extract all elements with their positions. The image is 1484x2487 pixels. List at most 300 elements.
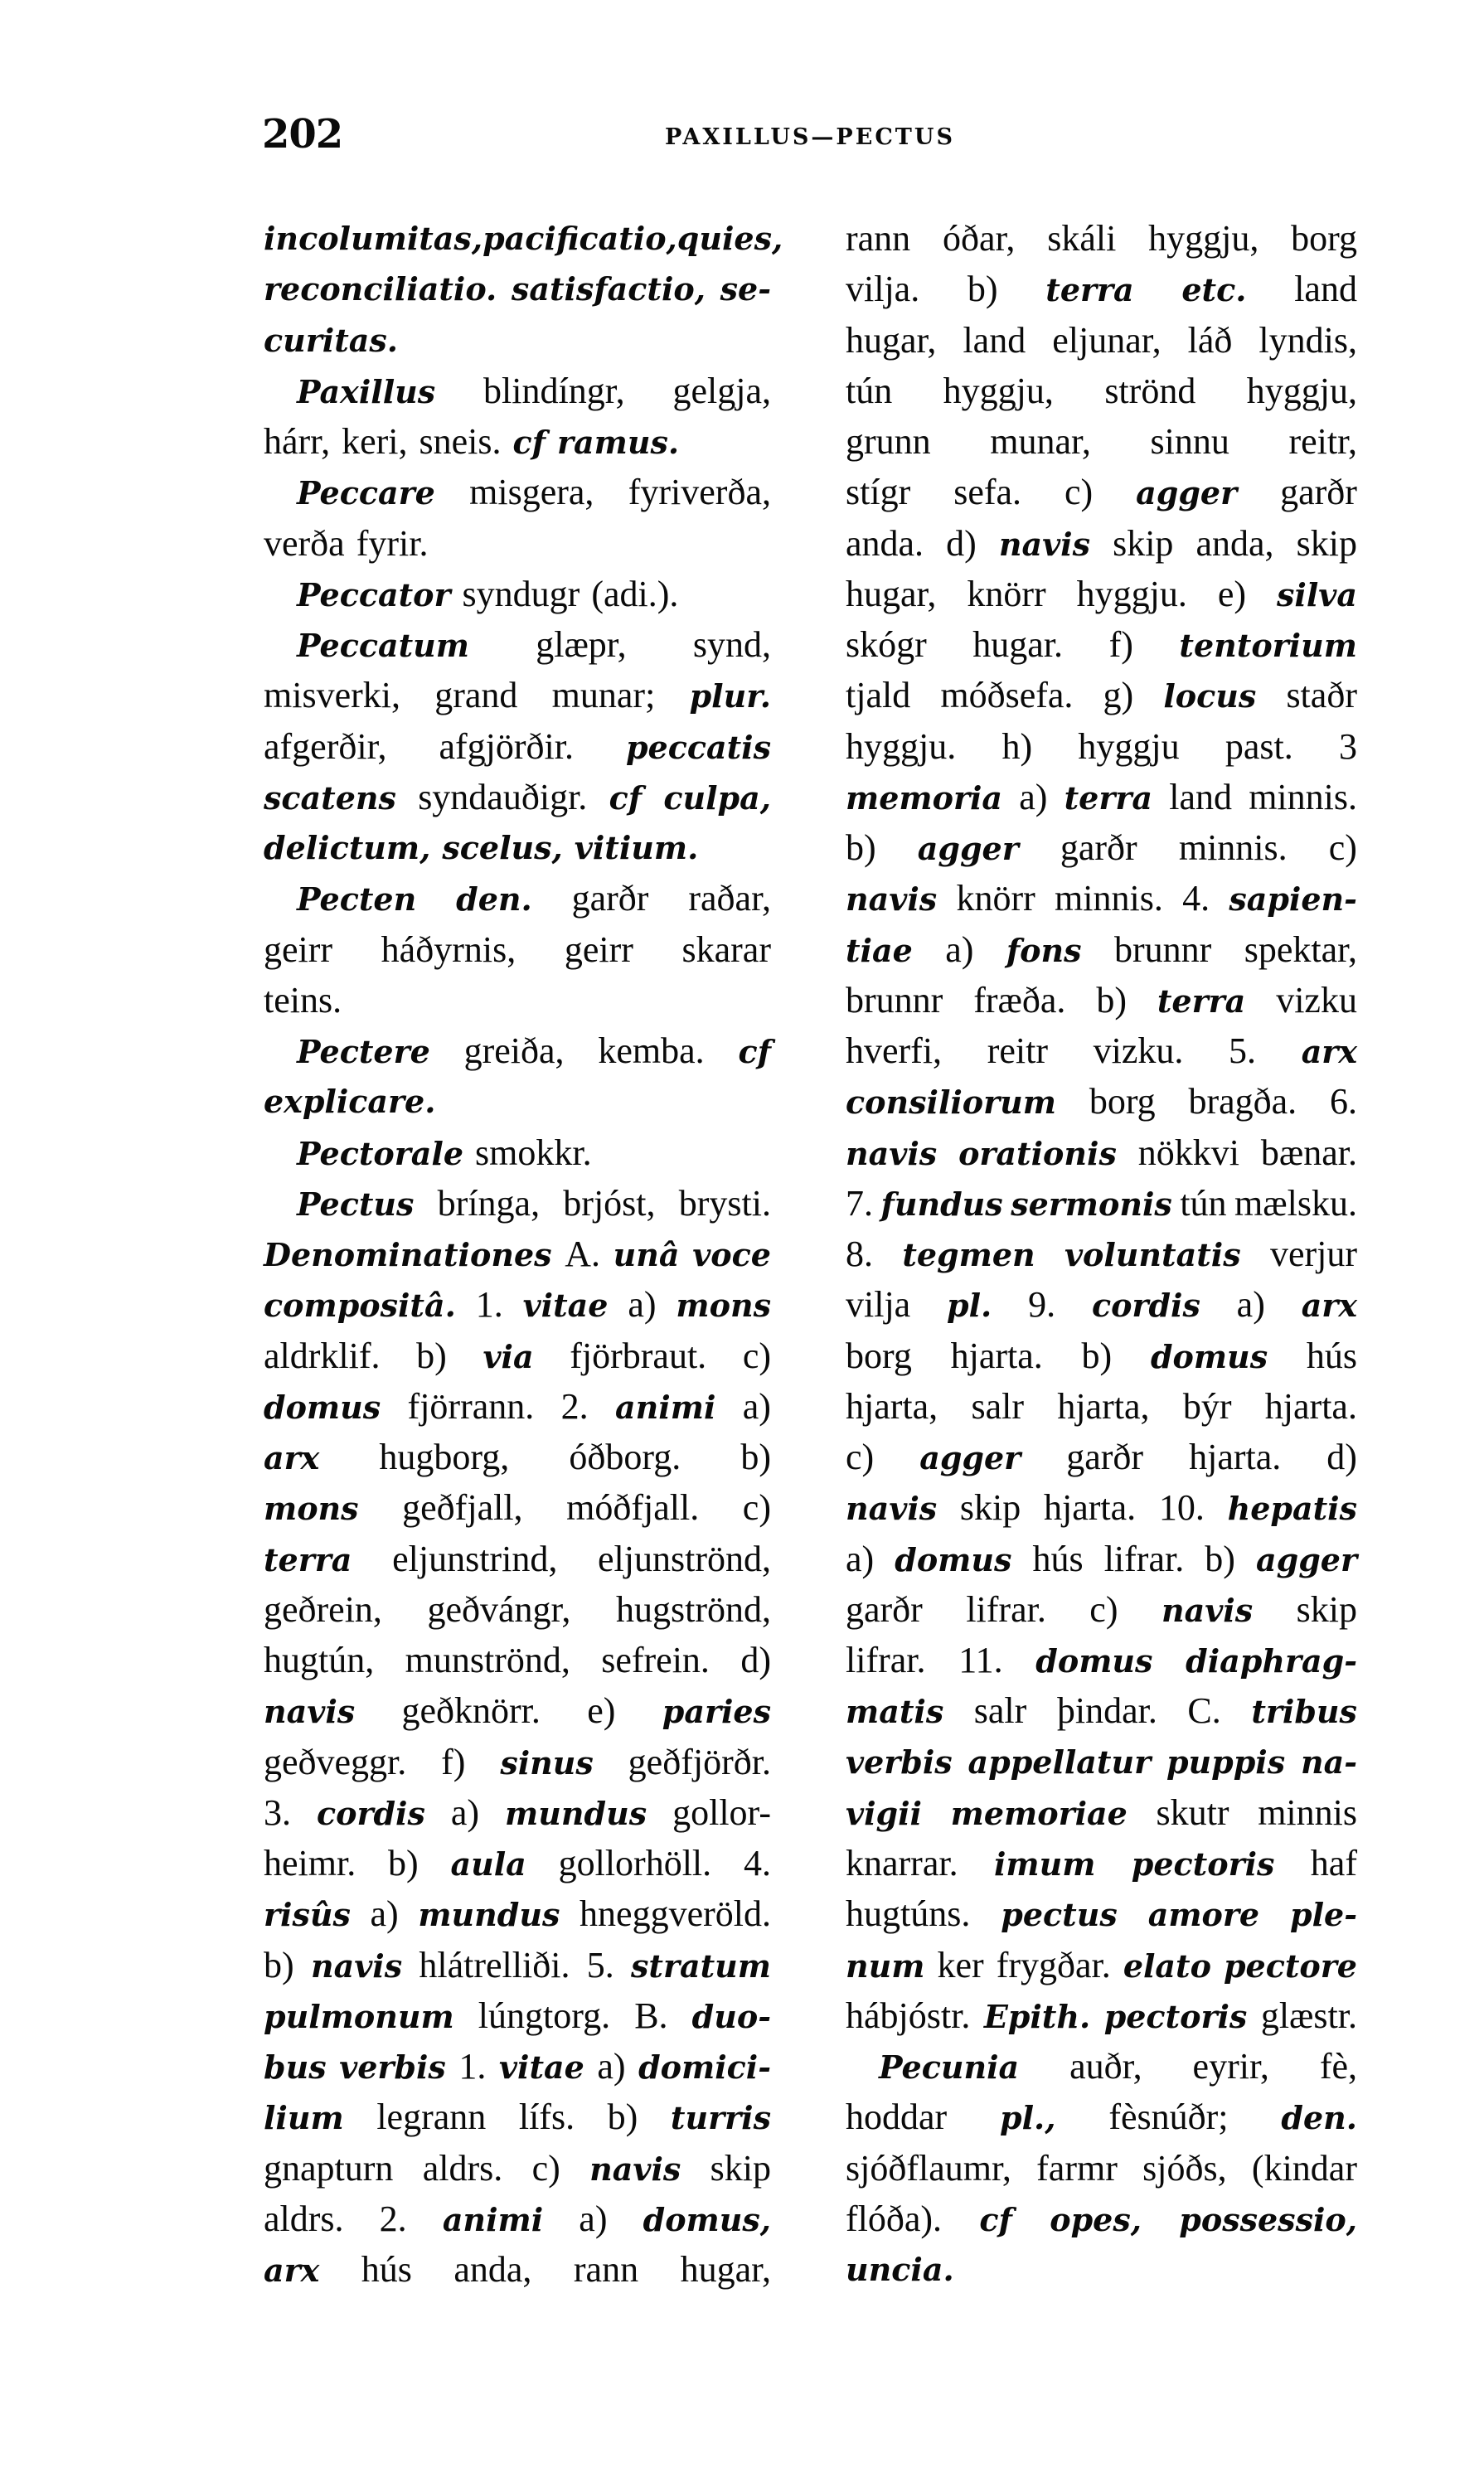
- icelandic-word: rann: [573, 2249, 639, 2290]
- icelandic-word: a): [742, 1385, 771, 1427]
- icelandic-word: (adi.).: [591, 573, 679, 614]
- text-line: [264, 619, 771, 670]
- icelandic-word: fræða.: [973, 979, 1066, 1020]
- latin-term: unâ: [613, 1236, 680, 1273]
- text-line: [846, 975, 1357, 1025]
- latin-term: satisfactio,: [511, 270, 706, 308]
- latin-term: stratum: [631, 1946, 771, 1985]
- text-line: [264, 924, 771, 975]
- latin-term: se-: [720, 270, 771, 308]
- icelandic-word: skip: [710, 2147, 771, 2189]
- icelandic-word: 1.: [458, 2046, 487, 2087]
- left-text-column: [264, 213, 783, 2295]
- icelandic-word: hlátrelliði.: [419, 1944, 570, 1985]
- latin-term: amore: [1147, 1896, 1260, 1934]
- latin-term: navis: [846, 1490, 938, 1528]
- latin-term: duo-: [691, 1997, 771, 2035]
- latin-term: navis: [846, 880, 938, 919]
- icelandic-word: salr: [973, 1690, 1027, 1732]
- text-line: [846, 366, 1357, 416]
- icelandic-word: a): [846, 1538, 875, 1579]
- latin-term: puppis: [1166, 1743, 1286, 1781]
- icelandic-word: ker: [937, 1944, 984, 1985]
- text-line: [264, 873, 771, 924]
- icelandic-word: garðr: [1060, 827, 1137, 868]
- text-line: [264, 2041, 771, 2092]
- icelandic-word: hugströnd,: [615, 1588, 771, 1630]
- latin-term: num: [846, 1946, 925, 1985]
- latin-term: tegmen: [902, 1236, 1035, 1273]
- icelandic-word: brjóst,: [563, 1182, 656, 1224]
- icelandic-word: 3.: [264, 1791, 291, 1833]
- icelandic-word: a): [450, 1791, 480, 1833]
- icelandic-word: skip: [1296, 522, 1357, 564]
- icelandic-word: farmr: [1036, 2147, 1118, 2189]
- icelandic-word: fjörbraut.: [570, 1335, 707, 1376]
- icelandic-word: háðyrnis,: [381, 928, 516, 970]
- icelandic-word: land: [1294, 269, 1357, 310]
- text-line: [264, 772, 771, 822]
- latin-term: pulmonum: [264, 1997, 454, 2035]
- text-line: [264, 1737, 771, 1787]
- latin-term: peccatis: [625, 728, 771, 766]
- text-line: [264, 1229, 771, 1279]
- icelandic-word: eyrir,: [1192, 2046, 1269, 2087]
- text-line: [846, 264, 1357, 314]
- icelandic-word: nökkvi: [1137, 1132, 1239, 1173]
- icelandic-word: hjarta.: [1189, 1437, 1282, 1477]
- latin-term: cf: [979, 2200, 1012, 2238]
- latin-term: orationis: [958, 1134, 1117, 1172]
- text-line: [846, 467, 1357, 517]
- icelandic-word: b): [740, 1437, 771, 1477]
- latin-term: navis: [589, 2150, 681, 2188]
- icelandic-word: h): [1001, 725, 1033, 767]
- latin-term: den.: [1281, 2099, 1357, 2137]
- icelandic-word: c): [1089, 1588, 1118, 1630]
- text-line: [264, 670, 771, 720]
- text-line: [846, 416, 1357, 467]
- text-line: [846, 1940, 1357, 1990]
- text-line: [846, 1482, 1357, 1533]
- text-line: [264, 2143, 771, 2194]
- text-line: [846, 772, 1357, 822]
- text-line: [846, 1635, 1357, 1685]
- latin-term: pectore: [1223, 1946, 1357, 1985]
- text-line: [264, 264, 771, 314]
- icelandic-word: fèsnúðr;: [1108, 2097, 1229, 2138]
- latin-term: domus: [264, 1388, 381, 1426]
- text-line: [846, 1737, 1357, 1787]
- text-line: [264, 1076, 771, 1127]
- icelandic-word: lyndis,: [1258, 319, 1357, 361]
- icelandic-word: verjur: [1269, 1234, 1357, 1274]
- latin-term: den.: [456, 880, 532, 919]
- icelandic-word: aldrs.: [422, 2147, 503, 2189]
- icelandic-word: C.: [1187, 1690, 1221, 1732]
- icelandic-word: d): [946, 522, 977, 564]
- icelandic-word: b): [416, 1335, 447, 1376]
- icelandic-word: afgjörðir.: [439, 725, 574, 767]
- latin-term: plur.: [689, 677, 771, 715]
- latin-term: incolumitas,: [264, 220, 483, 257]
- icelandic-word: geðfjall,: [402, 1487, 523, 1529]
- text-line: [846, 1432, 1357, 1482]
- text-line: [264, 366, 771, 416]
- icelandic-word: brunnr: [1113, 928, 1212, 970]
- running-head: PAXILLUS—PECTUS: [665, 124, 955, 150]
- latin-term: vitae: [498, 2048, 584, 2086]
- latin-term: navis: [310, 1946, 403, 1985]
- icelandic-word: knörr: [956, 878, 1035, 919]
- latin-term: agger: [1136, 474, 1238, 512]
- text-line: [846, 2143, 1357, 2194]
- icelandic-word: hugar,: [846, 319, 937, 361]
- latin-term: scelus,: [442, 829, 563, 866]
- icelandic-word: anda,: [453, 2249, 532, 2290]
- icelandic-word: borg: [1291, 218, 1357, 259]
- latin-term: bus: [264, 2048, 327, 2086]
- icelandic-word: c): [846, 1437, 875, 1477]
- icelandic-word: sefrein.: [601, 1640, 710, 1680]
- icelandic-word: skip: [1113, 522, 1174, 564]
- icelandic-word: brunnr: [846, 979, 943, 1020]
- text-line: [846, 1584, 1357, 1635]
- icelandic-word: fyriverða,: [628, 472, 771, 513]
- latin-term: via: [483, 1337, 534, 1375]
- text-line: [846, 1838, 1357, 1888]
- icelandic-word: reitr,: [1288, 421, 1357, 462]
- icelandic-word: hyggju,: [1246, 370, 1357, 411]
- icelandic-word: frygðar.: [996, 1944, 1111, 1985]
- icelandic-word: hyggju: [1078, 725, 1180, 767]
- icelandic-word: a): [370, 1893, 399, 1935]
- icelandic-word: (kindar: [1251, 2147, 1357, 2189]
- text-line: [264, 1127, 771, 1178]
- latin-term: scatens: [264, 778, 396, 817]
- latin-term: mons: [264, 1490, 359, 1528]
- icelandic-word: minnis.: [1055, 878, 1163, 919]
- latin-term: cf: [738, 1033, 771, 1070]
- icelandic-word: smokkr.: [475, 1132, 592, 1173]
- icelandic-word: 5.: [1229, 1030, 1257, 1071]
- latin-term: vitae: [522, 1287, 609, 1325]
- text-line: [846, 1229, 1357, 1279]
- icelandic-word: e): [1217, 573, 1247, 614]
- icelandic-word: b): [1205, 1538, 1235, 1579]
- icelandic-word: b): [388, 1843, 419, 1883]
- icelandic-word: 4.: [743, 1843, 771, 1883]
- text-line: [264, 213, 783, 264]
- latin-term: na-: [1300, 1743, 1357, 1781]
- latin-term: cordis: [1091, 1287, 1200, 1325]
- latin-term: Peccator: [297, 575, 451, 613]
- icelandic-word: hoddar: [846, 2097, 948, 2138]
- latin-term: domus: [1035, 1642, 1153, 1680]
- icelandic-word: hugborg,: [379, 1437, 510, 1477]
- latin-term: domici-: [638, 2048, 771, 2086]
- icelandic-word: skarar: [681, 928, 771, 970]
- icelandic-word: B.: [634, 1995, 668, 2036]
- icelandic-word: d): [740, 1640, 771, 1680]
- text-line: [846, 1025, 1357, 1076]
- icelandic-word: skógr: [846, 624, 927, 665]
- latin-term: memoria: [846, 778, 1003, 817]
- latin-term: elato: [1123, 1946, 1211, 1985]
- latin-term: Pectorale: [297, 1134, 464, 1172]
- latin-term: terra: [1064, 778, 1153, 817]
- latin-term: pectoris: [1103, 1997, 1248, 2035]
- icelandic-word: móðsefa.: [940, 675, 1074, 716]
- icelandic-word: 4.: [1182, 878, 1210, 919]
- icelandic-word: brysti.: [678, 1182, 771, 1224]
- latin-term: animi: [442, 2200, 544, 2238]
- latin-term: Peccatum: [297, 627, 470, 664]
- icelandic-word: heimr.: [264, 1843, 356, 1883]
- latin-term: pl.,: [1000, 2099, 1056, 2137]
- latin-term: navis: [998, 525, 1091, 563]
- latin-term: tiae: [846, 931, 913, 969]
- icelandic-word: bænar.: [1260, 1132, 1357, 1173]
- icelandic-word: munströnd,: [405, 1640, 570, 1680]
- icelandic-word: garðr: [846, 1588, 923, 1630]
- icelandic-word: c): [1328, 827, 1357, 868]
- icelandic-word: land: [1169, 776, 1232, 817]
- icelandic-word: fjörrann.: [407, 1385, 535, 1427]
- icelandic-word: eljunstrind,: [392, 1538, 558, 1579]
- latin-term: turris: [670, 2099, 771, 2137]
- icelandic-word: kemba.: [598, 1030, 705, 1071]
- icelandic-word: býr: [1182, 1385, 1232, 1427]
- icelandic-word: láð: [1187, 319, 1233, 361]
- latin-term: mons: [676, 1287, 771, 1325]
- icelandic-word: minnis.: [1178, 827, 1288, 868]
- icelandic-word: gnapturn: [264, 2147, 394, 2189]
- icelandic-word: b): [846, 827, 876, 868]
- latin-term: aula: [450, 1845, 526, 1883]
- latin-term: tentorium: [1179, 627, 1357, 664]
- icelandic-word: e): [587, 1690, 616, 1732]
- latin-term: compositâ.: [264, 1287, 456, 1325]
- icelandic-word: b): [264, 1944, 294, 1985]
- latin-term: imum: [993, 1845, 1096, 1883]
- text-line: [846, 924, 1357, 975]
- latin-term: mundus: [418, 1896, 560, 1934]
- icelandic-word: geðveggr.: [264, 1741, 407, 1782]
- icelandic-word: A.: [565, 1234, 600, 1274]
- icelandic-word: móðfjall.: [566, 1487, 700, 1529]
- icelandic-word: spektar,: [1244, 928, 1357, 970]
- icelandic-word: aldrs.: [264, 2198, 344, 2239]
- latin-term: mundus: [505, 1794, 647, 1832]
- text-line: [846, 213, 1357, 264]
- icelandic-word: geirr: [264, 928, 333, 970]
- icelandic-word: c): [742, 1487, 771, 1529]
- icelandic-word: brínga,: [437, 1182, 541, 1224]
- latin-term: etc.: [1181, 271, 1247, 309]
- text-line: [264, 721, 771, 772]
- icelandic-word: vilja.: [846, 269, 920, 310]
- icelandic-word: anda.: [846, 522, 924, 564]
- text-line: [846, 873, 1357, 924]
- icelandic-word: hjarta.: [950, 1335, 1043, 1376]
- latin-term: vitium.: [574, 829, 699, 866]
- latin-term: navis: [1161, 1591, 1254, 1629]
- latin-term: terra: [264, 1540, 352, 1578]
- icelandic-word: mælsku.: [1234, 1182, 1357, 1224]
- latin-term: culpa,: [663, 778, 771, 817]
- icelandic-word: 9.: [1028, 1284, 1056, 1326]
- latin-term: ramus.: [556, 424, 680, 461]
- icelandic-word: greiða,: [463, 1030, 565, 1071]
- latin-term: pacificatio,: [483, 220, 677, 257]
- latin-term: pl.: [947, 1287, 992, 1325]
- text-line: [846, 619, 1357, 670]
- latin-term: agger: [917, 830, 1019, 867]
- icelandic-word: b): [1081, 1335, 1113, 1376]
- icelandic-word: óðar,: [942, 218, 1016, 259]
- icelandic-word: gelgja,: [672, 370, 771, 411]
- text-line: [846, 518, 1357, 569]
- text-line: [264, 1482, 771, 1533]
- text-line: [264, 2244, 771, 2295]
- latin-term: delictum,: [264, 829, 431, 866]
- text-line: [264, 1685, 771, 1736]
- latin-term: verbis: [846, 1743, 953, 1781]
- latin-term: curitas.: [264, 321, 399, 359]
- latin-term: consiliorum: [846, 1084, 1057, 1122]
- icelandic-word: garðr: [1280, 472, 1357, 513]
- latin-term: risûs: [264, 1896, 351, 1934]
- text-line: [264, 1381, 771, 1432]
- icelandic-word: verða: [264, 522, 345, 564]
- icelandic-word: haf: [1310, 1843, 1357, 1883]
- latin-term: pectus: [1001, 1896, 1118, 1934]
- icelandic-word: knörr: [967, 573, 1046, 614]
- icelandic-word: 7.: [846, 1182, 873, 1224]
- icelandic-word: misgera,: [469, 472, 594, 513]
- text-line: [264, 1635, 771, 1685]
- icelandic-word: hverfi,: [846, 1030, 943, 1071]
- latin-term: opes,: [1050, 2200, 1142, 2238]
- icelandic-word: hugtún,: [264, 1640, 375, 1680]
- text-line: [846, 1888, 1357, 1939]
- icelandic-word: skutr: [1156, 1791, 1229, 1833]
- latin-term: Pecten: [297, 880, 417, 919]
- latin-term: cf: [609, 778, 643, 817]
- icelandic-word: hugar,: [680, 2249, 771, 2290]
- text-line: [264, 975, 771, 1025]
- icelandic-word: anda,: [1195, 522, 1274, 564]
- icelandic-word: eljunar,: [1052, 319, 1161, 361]
- latin-term: sermonis: [1011, 1185, 1172, 1223]
- text-line: [264, 1838, 771, 1888]
- latin-term: reconciliatio.: [264, 270, 497, 308]
- latin-term: Peccare: [297, 474, 435, 512]
- latin-term: sinus: [500, 1743, 594, 1782]
- latin-term: fundus: [880, 1185, 1003, 1223]
- icelandic-word: 5.: [586, 1944, 614, 1985]
- text-line: [846, 2092, 1357, 2142]
- icelandic-word: hjarta.: [1264, 1385, 1357, 1427]
- text-line: [264, 2194, 771, 2244]
- icelandic-word: hábjóstr.: [846, 1995, 971, 2036]
- icelandic-word: synd,: [692, 624, 771, 665]
- icelandic-word: legrann: [376, 2097, 487, 2138]
- latin-term: terra: [1157, 982, 1246, 1020]
- icelandic-word: garðr: [571, 878, 649, 919]
- icelandic-word: b): [967, 269, 998, 310]
- icelandic-word: lifrar.: [966, 1588, 1046, 1630]
- latin-term: possessio,: [1179, 2200, 1357, 2238]
- latin-term: quies,: [677, 220, 783, 257]
- latin-term: tribus: [1251, 1693, 1357, 1731]
- latin-term: fons: [1006, 931, 1082, 969]
- text-line: [846, 2194, 1357, 2244]
- icelandic-word: g): [1103, 675, 1134, 716]
- latin-term: pectoris: [1131, 1845, 1275, 1883]
- icelandic-word: hugtúns.: [846, 1893, 971, 1935]
- icelandic-word: hjarta,: [846, 1385, 938, 1427]
- latin-term: silva: [1277, 575, 1357, 613]
- icelandic-word: flóða).: [846, 2198, 943, 2239]
- latin-term: vigii: [846, 1794, 922, 1832]
- text-line: [264, 822, 771, 873]
- latin-term: arx: [1301, 1287, 1357, 1325]
- latin-term: verbis: [339, 2048, 446, 2086]
- icelandic-word: geðvángr,: [427, 1588, 571, 1630]
- latin-term: appellatur: [968, 1743, 1152, 1781]
- icelandic-word: minnis: [1258, 1791, 1357, 1833]
- icelandic-word: hjarta,: [1057, 1385, 1150, 1427]
- text-line: [264, 1888, 771, 1939]
- icelandic-word: hugar.: [972, 624, 1064, 665]
- latin-term: agger: [1256, 1540, 1357, 1578]
- icelandic-word: hyggju.: [1076, 573, 1187, 614]
- latin-term: voce: [692, 1236, 771, 1273]
- icelandic-word: skip: [1296, 1588, 1357, 1630]
- icelandic-word: hyggju,: [1148, 218, 1259, 259]
- latin-term: Epith.: [983, 1997, 1091, 2035]
- icelandic-word: hneggveröld.: [580, 1893, 771, 1935]
- icelandic-word: grunn: [846, 421, 931, 462]
- text-line: [846, 721, 1357, 772]
- text-line: [264, 1279, 771, 1330]
- latin-term: navis: [846, 1134, 938, 1172]
- latin-term: explicare.: [264, 1083, 436, 1121]
- latin-term: Pectere: [297, 1033, 430, 1070]
- icelandic-word: hárr,: [264, 421, 331, 462]
- text-line: [846, 670, 1357, 720]
- latin-term: cordis: [316, 1794, 425, 1832]
- latin-term: sapien-: [1229, 880, 1357, 919]
- text-line: [264, 518, 771, 569]
- icelandic-word: skip: [959, 1487, 1021, 1529]
- text-line: [846, 1279, 1357, 1330]
- icelandic-word: a): [579, 2198, 608, 2239]
- icelandic-word: a): [1236, 1284, 1265, 1326]
- icelandic-word: lífs.: [518, 2097, 575, 2138]
- icelandic-word: borg: [846, 1335, 912, 1376]
- icelandic-word: þindar.: [1056, 1690, 1157, 1732]
- icelandic-word: gollor-: [672, 1791, 771, 1833]
- icelandic-word: a): [628, 1284, 657, 1326]
- icelandic-word: geðrein,: [264, 1588, 382, 1630]
- right-text-column: [846, 213, 1357, 2295]
- latin-term: domus: [895, 1540, 1012, 1578]
- icelandic-word: hyggju,: [943, 370, 1054, 411]
- icelandic-word: hugar,: [846, 573, 937, 614]
